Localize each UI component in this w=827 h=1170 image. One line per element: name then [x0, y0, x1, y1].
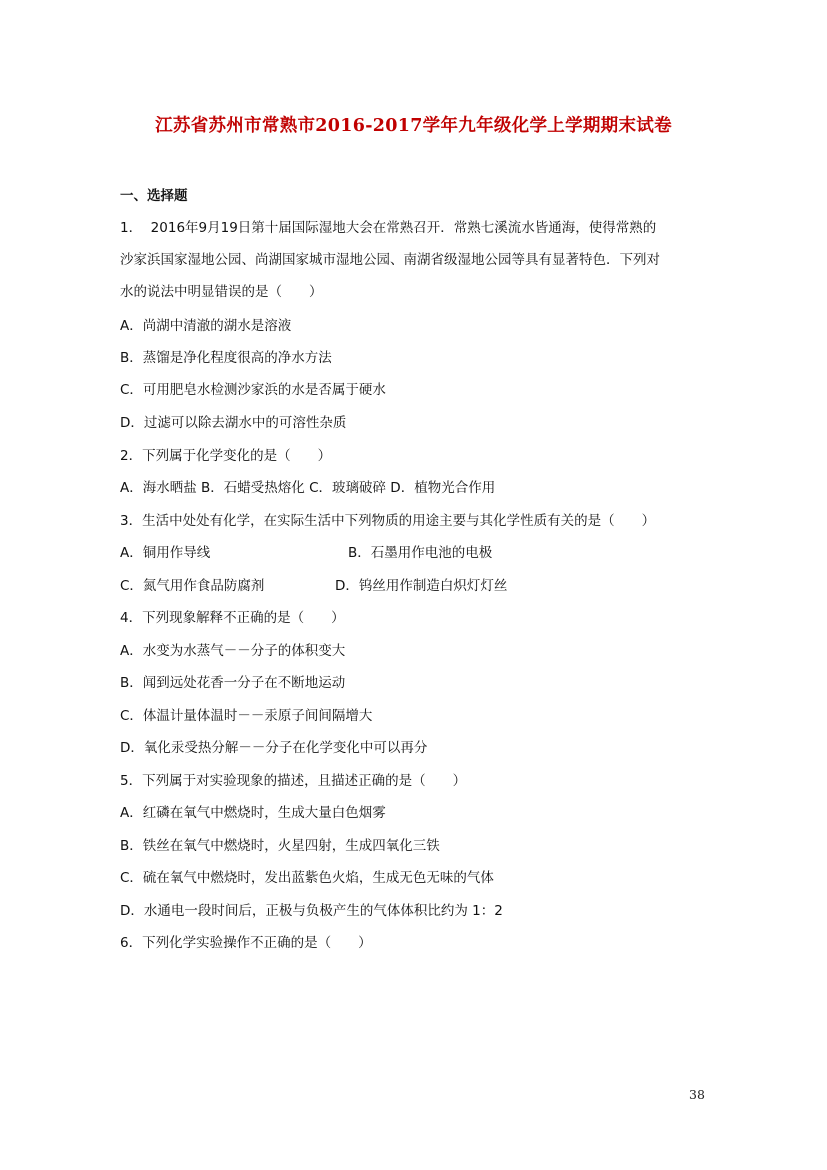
q3-option-d: D．钨丝用作制造白炽灯灯丝 [335, 578, 508, 594]
q2-stem: 2．下列属于化学变化的是（ ） [120, 448, 332, 464]
q3-stem: 3．生活中处处有化学，在实际生活中下列物质的用途主要与其化学性质有关的是（ ） [120, 513, 656, 529]
q5-option-c: C．硫在氧气中燃烧时，发出蓝紫色火焰，生成无色无味的气体 [120, 870, 494, 886]
q1-option-b: B．蒸馏是净化程度很高的净水方法 [120, 350, 332, 366]
q4-option-c: C．体温计量体温时－－汞原子间间隔增大 [120, 708, 373, 724]
q4-option-b: B．闻到远处花香一分子在不断地运动 [120, 675, 346, 691]
q1-stem-line1: 1． 2016年9月19日第十届国际湿地大会在常熟召开．常熟七溪流水皆通海，使得常熟的 [120, 220, 657, 236]
q6-stem: 6．下列化学实验操作不正确的是（ ） [120, 935, 372, 951]
q5-stem: 5．下列属于对实验现象的描述，且描述正确的是（ ） [120, 773, 467, 789]
q3-option-b: B．石墨用作电池的电极 [348, 545, 493, 561]
q1-stem-line3: 水的说法中明显错误的是（ ） [120, 284, 323, 300]
q1-option-c: C．可用肥皂水检测沙家浜的水是否属于硬水 [120, 382, 386, 398]
q2-options: A．海水晒盐 B．石蜡受热熔化 C．玻璃破碎 D．植物光合作用 [120, 480, 496, 496]
q5-option-d: D．水通电一段时间后，正极与负极产生的气体体积比约为 1：2 [120, 903, 503, 919]
q1-stem-line2: 沙家浜国家湿地公园、尚湖国家城市湿地公园、南湖省级湿地公园等具有显著特色．下列对 [120, 252, 660, 268]
q5-option-a: A．红磷在氧气中燃烧时，生成大量白色烟雾 [120, 805, 386, 821]
q1-option-d: D．过滤可以除去湖水中的可溶性杂质 [120, 415, 347, 431]
q3-option-a: A．铜用作导线 [120, 545, 211, 561]
q4-option-d: D．氧化汞受热分解－－分子在化学变化中可以再分 [120, 740, 428, 756]
q5-option-b: B．铁丝在氧气中燃烧时，火星四射，生成四氧化三铁 [120, 838, 440, 854]
document-title: 江苏省苏州市常熟市2016-2017学年九年级化学上学期期末试卷 [155, 116, 672, 136]
q4-option-a: A．水变为水蒸气－－分子的体积变大 [120, 643, 346, 659]
q4-stem: 4．下列现象解释不正确的是（ ） [120, 610, 345, 626]
section-heading: 一、选择题 [120, 188, 188, 204]
q3-option-c: C．氮气用作食品防腐剂 [120, 578, 265, 594]
page-number: 38 [689, 1087, 705, 1102]
q1-option-a: A．尚湖中清澈的湖水是溶液 [120, 318, 292, 334]
